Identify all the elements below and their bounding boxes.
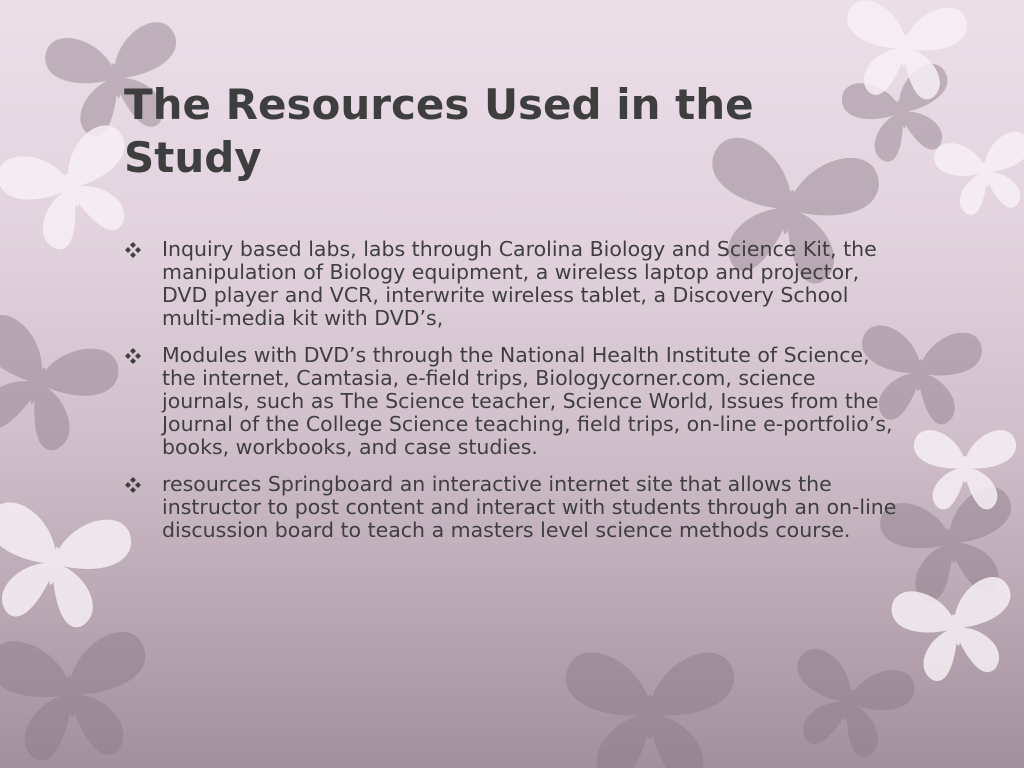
list-item [124,238,904,330]
butterfly-icon [0,630,154,765]
butterfly-icon [889,574,1024,687]
list-item [124,473,904,542]
list-item [124,344,904,459]
butterfly-icon [932,129,1024,219]
butterfly-icon [0,309,125,464]
slide-title: The Resources Used in the Study [124,80,754,182]
diamond-quad-icon [124,347,142,365]
bullet-text: resources Springboard an interactive internet site that allows the instructor to post content and interact with students through an on-line discussion board to teach a masters level science methods course. [162,472,897,542]
bullet-text: Modules with DVD’s through the National Health Institute of Science, the internet, Camtasia, e-field trips, Biologycorner.com, science journals, such as The Science teacher, Science World, Issues from the Journal of the College Science teaching, field trips, on-line e-portfolio’s, books, workbooks, and case studies. [162,343,893,459]
diamond-quad-icon [124,241,142,259]
butterfly-icon [566,652,734,768]
bullet-text: Inquiry based labs, labs through Carolina Biology and Science Kit, the manipulation of Biology equipment, a wireless laptop and projector, DVD player and VCR, interwrite wireless tablet, a Discovery School multi-media kit with DVD’s, [162,237,877,330]
bullet-list [124,238,904,556]
butterfly-icon [0,499,135,634]
butterfly-icon [778,645,918,766]
diamond-quad-icon [124,476,142,494]
